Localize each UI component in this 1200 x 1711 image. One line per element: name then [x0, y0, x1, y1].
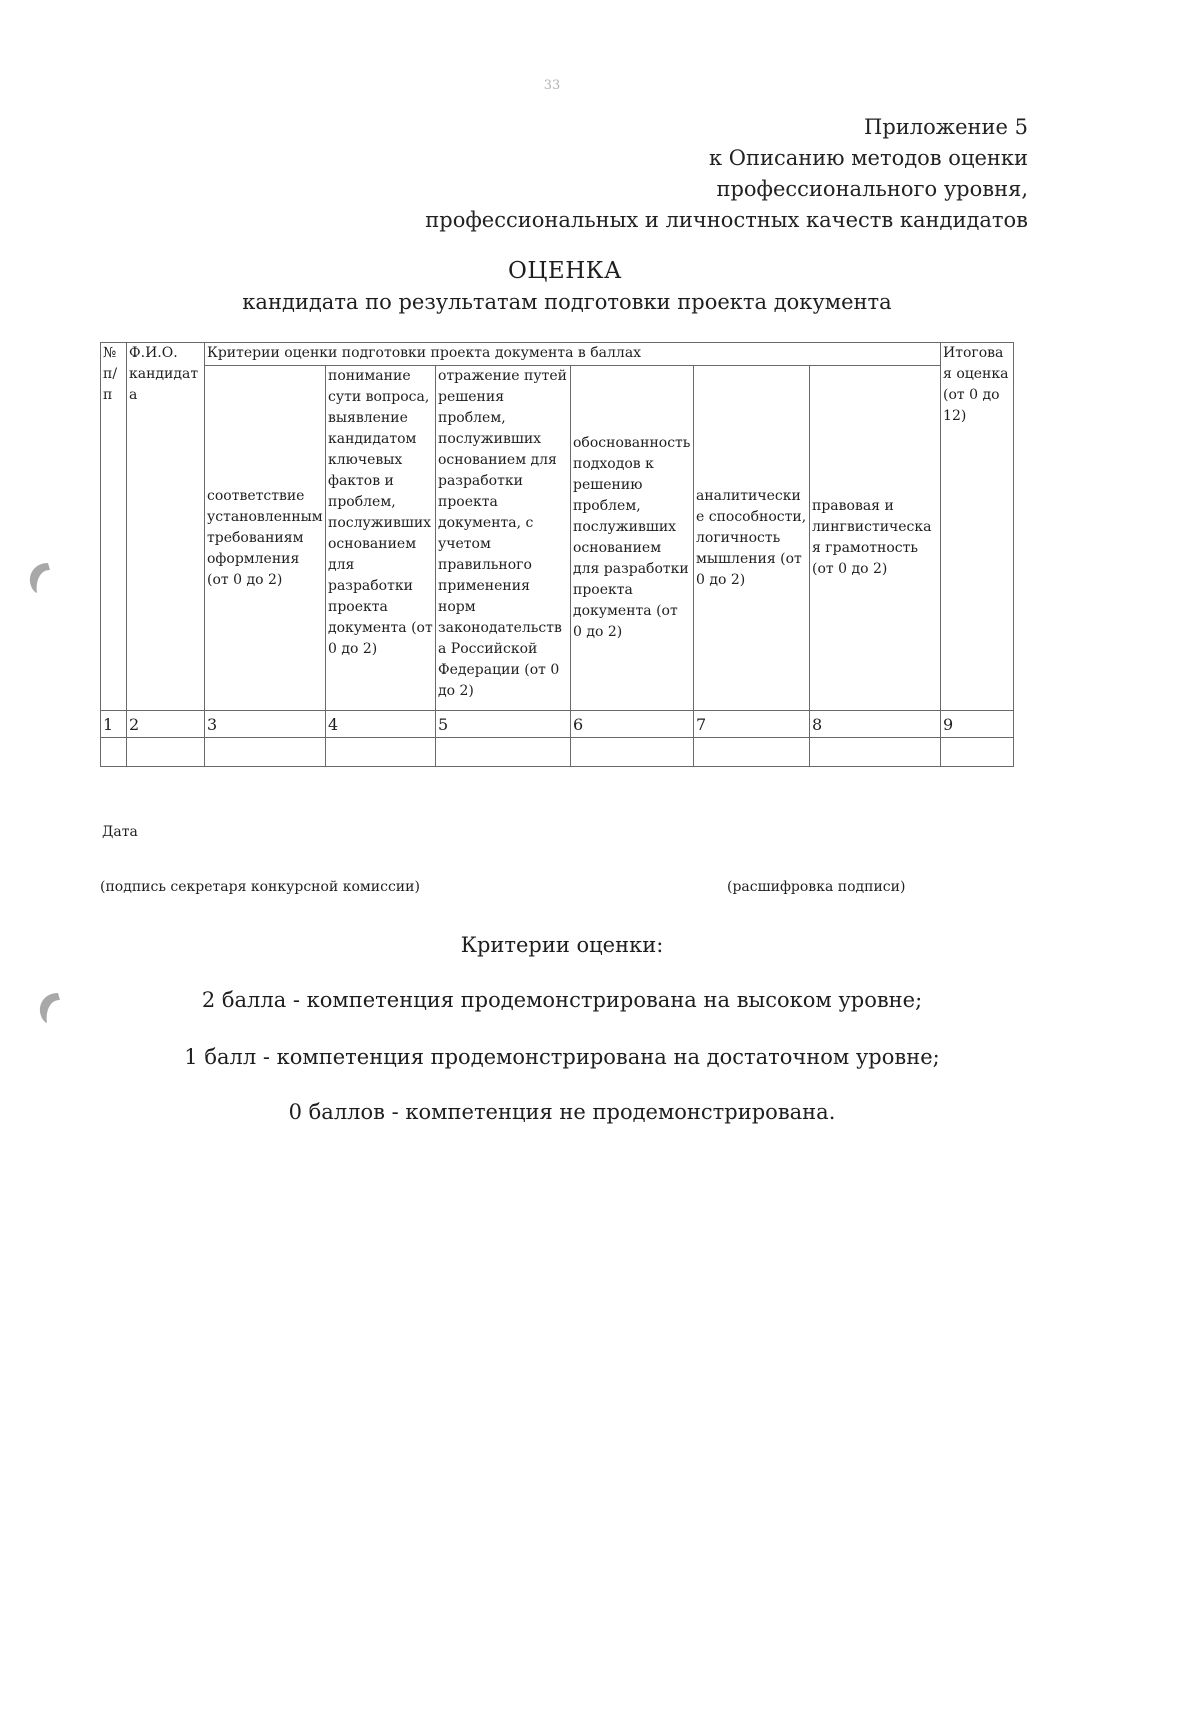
table-cell — [941, 738, 1014, 767]
appendix-line-3: профессионального уровня, — [716, 177, 1028, 201]
column-number: 5 — [436, 711, 571, 738]
column-number: 1 — [101, 711, 127, 738]
header-cell-solutions: отражение путей решения проблем, послуживших основанием для разработки проекта документа, с учетом правильного применения норм законодательства Российской Федерации (от 0 до 2) — [436, 366, 571, 711]
document-title: ОЦЕНКА — [508, 258, 622, 284]
header-cell-formatting: соответствие установленным требованиям оформления (от 0 до 2) — [205, 366, 326, 711]
evaluation-table — [100, 342, 1014, 767]
column-number: 9 — [941, 711, 1014, 738]
column-number: 7 — [694, 711, 810, 738]
header-cell-understanding: понимание сути вопроса, выявление кандидатом ключевых фактов и проблем, послуживших основанием для разработки проекта документа (от 0 до 2) — [326, 366, 436, 711]
table-cell — [127, 738, 205, 767]
header-cell-literacy: правовая и лингвистическая грамотность (от 0 до 2) — [810, 366, 941, 711]
appendix-line-1: Приложение 5 — [864, 115, 1028, 139]
table-cell — [436, 738, 571, 767]
appendix-line-2: к Описанию методов оценки — [708, 146, 1028, 170]
punch-hole-mark-icon — [36, 990, 62, 1024]
criteria-item-2-points: 2 балла - компетенция продемонстрирована на высоком уровне; — [201, 988, 923, 1012]
document-subtitle: кандидата по результатам подготовки проекта документа — [242, 290, 892, 314]
table-cell — [101, 738, 127, 767]
column-number: 2 — [127, 711, 205, 738]
table-cell — [205, 738, 326, 767]
page-number: 33 — [543, 78, 561, 93]
criteria-item-0-points: 0 баллов - компетенция не продемонстрирована. — [288, 1100, 836, 1124]
date-label: Дата — [102, 824, 138, 840]
header-cell-fio: Ф.И.О. кандидата — [127, 343, 205, 711]
table-cell — [694, 738, 810, 767]
column-number: 3 — [205, 711, 326, 738]
table-row — [101, 738, 1014, 767]
secretary-signature-label: (подпись секретаря конкурсной комиссии) — [100, 879, 420, 895]
column-number: 6 — [571, 711, 694, 738]
criteria-heading: Критерии оценки: — [460, 933, 664, 957]
appendix-header — [328, 112, 1028, 236]
table-cell — [571, 738, 694, 767]
header-cell-analytics: аналитические способности, логичность мышления (от 0 до 2) — [694, 366, 810, 711]
table-cell — [326, 738, 436, 767]
table-cell — [810, 738, 941, 767]
header-cell-number: № п/п — [101, 343, 127, 711]
punch-hole-mark-icon — [26, 560, 52, 594]
column-number: 8 — [810, 711, 941, 738]
header-cell-justification: обоснованность подходов к решению проблем, послуживших основанием для разработки проекта документа (от 0 до 2) — [571, 366, 694, 711]
signature-decoding-label: (расшифровка подписи) — [727, 879, 906, 895]
column-number: 4 — [326, 711, 436, 738]
criteria-group-header: Критерии оценки подготовки проекта документа в баллах — [205, 343, 941, 366]
column-number-row — [101, 711, 1014, 738]
criteria-item-1-point: 1 балл - компетенция продемонстрирована на достаточном уровне; — [184, 1045, 940, 1069]
header-cell-total: Итоговая оценка (от 0 до 12) — [941, 343, 1014, 711]
appendix-line-4: профессиональных и личностных качеств кандидатов — [425, 208, 1028, 232]
